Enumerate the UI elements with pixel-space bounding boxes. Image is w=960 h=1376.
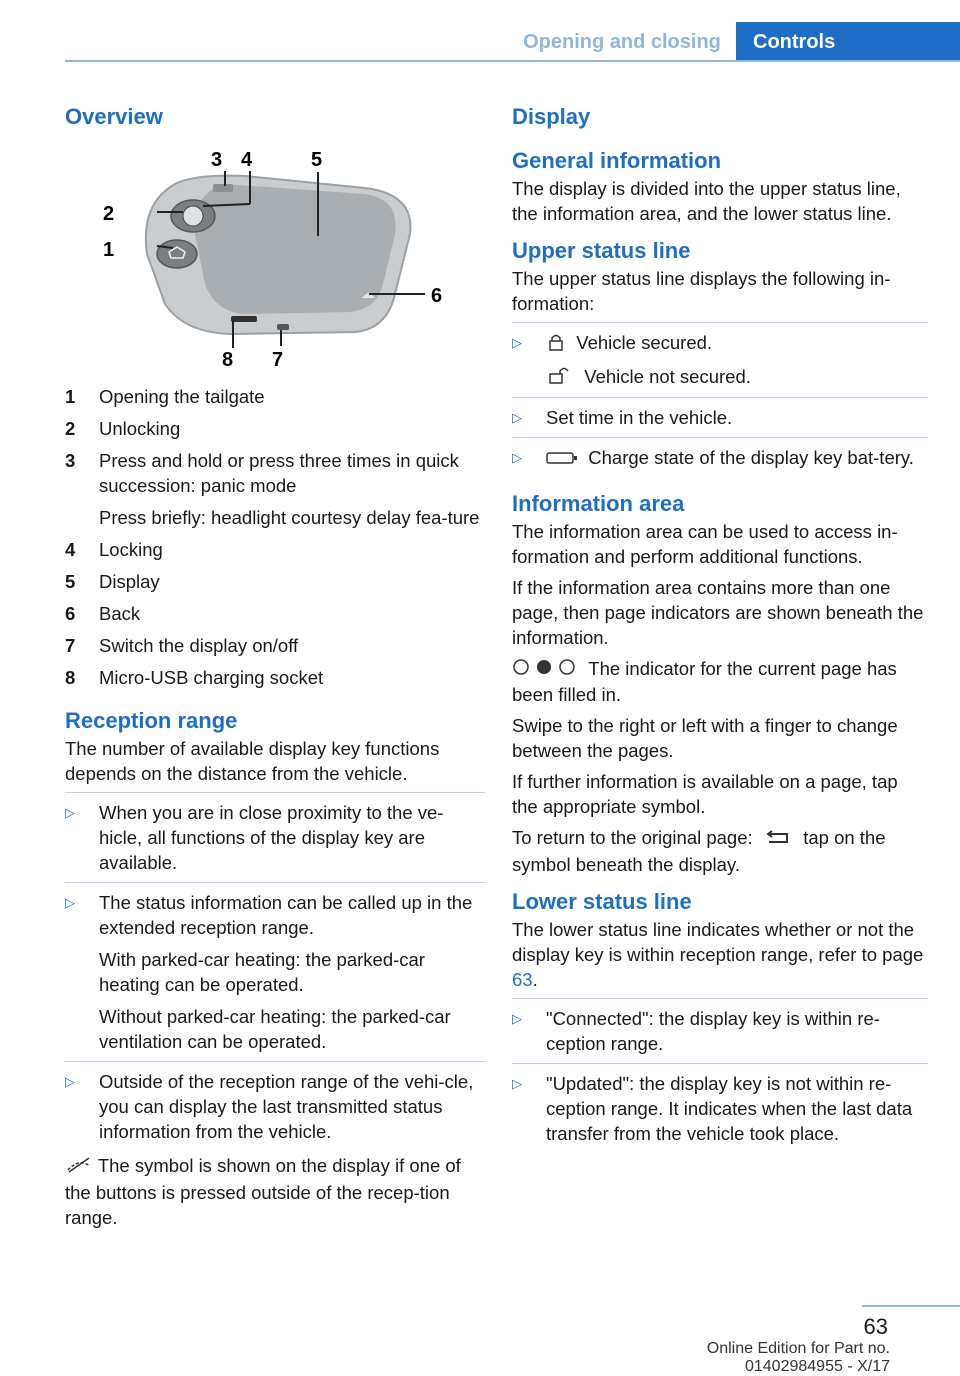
figure-label-3: 3 [211, 149, 223, 171]
list-item [65, 1061, 485, 1151]
lock-open-icon [546, 365, 574, 390]
list-item [512, 437, 928, 479]
item-number: 5 [65, 571, 76, 592]
info-text-6b: tap on the symbol beneath the display. [512, 827, 886, 876]
list-item [65, 569, 485, 594]
bullet-text: When you are in close proximity to the ve-hicle, all functions of the display key are available. [99, 802, 444, 873]
edition-note: Online Edition for Part no. 01402984955 - X/17 [706, 1340, 890, 1375]
page-number: 63 [863, 1314, 888, 1339]
figure-label-4: 4 [241, 149, 253, 171]
bullet-triangle-icon: ▷ [512, 1011, 522, 1027]
bullet-triangle-icon: ▷ [65, 805, 75, 820]
bullet-text: Outside of the reception range of the vehi-cle, you can display the last transmitted status information from the vehicle. [99, 1071, 474, 1142]
display-heading: Display [512, 104, 591, 129]
footer-rule [862, 1305, 960, 1307]
list-item [512, 998, 928, 1063]
figure-label-5: 5 [311, 149, 323, 171]
right-column [512, 100, 928, 1153]
figure-label-8: 8 [222, 349, 234, 371]
item-number: 7 [65, 635, 76, 656]
general-information-text: The display is divided into the upper status line, the information area, and the lower status line. [512, 178, 901, 224]
item-number: 2 [65, 418, 76, 439]
info-text-2: If the information area contains more than one page, then page indicators are shown beneath the information. [512, 576, 924, 648]
bullet-triangle-icon: ▷ [512, 410, 522, 426]
info-text-3: The indicator for the current page has been filled in. [512, 657, 897, 706]
item-text: Locking [99, 539, 163, 560]
list-item [512, 322, 928, 397]
lower-status-text: The lower status line indicates whether or not the display key is within reception range, refer to page [512, 919, 924, 966]
no-reception-text: The symbol is shown on the display if one of the buttons is pressed outside of the recep-tion range. [65, 1155, 461, 1228]
figure-label-2: 2 [103, 203, 115, 225]
bullet-text: "Connected": the display key is within re-ception range. [546, 1008, 880, 1055]
info-text-1: The information area can be used to access in-formation and perform additional functions. [512, 520, 898, 567]
bullet-triangle-icon: ▷ [512, 335, 522, 350]
list-item [65, 633, 485, 658]
back-arrow-icon [763, 827, 793, 852]
header-chapter-tab: Controls [736, 22, 960, 62]
figure-label-6: 6 [431, 285, 443, 307]
item-text: Micro-USB charging socket [99, 667, 324, 688]
list-item [65, 882, 485, 1061]
bullet-triangle-icon: ▷ [65, 895, 75, 910]
list-item [65, 792, 485, 882]
lower-status-bullet-list [512, 998, 928, 1153]
overview-legend-list [65, 384, 485, 690]
list-item [65, 601, 485, 626]
item-text: Switch the display on/off [99, 635, 299, 656]
information-area-heading: Information area [512, 490, 685, 516]
lower-status-text-end: . [532, 969, 538, 991]
list-item [65, 665, 485, 690]
list-item [65, 537, 485, 562]
vehicle-secured-text: Vehicle secured. [576, 332, 713, 353]
bullet-text: Set time in the vehicle. [546, 407, 733, 429]
general-information-heading: General information [512, 148, 722, 173]
bullet-triangle-icon: ▷ [65, 1074, 75, 1089]
bullet-text: With parked-car heating: the parked-car heating can be operated. [99, 949, 425, 995]
vehicle-not-secured-text: Vehicle not secured. [584, 365, 751, 387]
upper-status-line-text: The upper status line displays the following in-formation: [512, 268, 891, 314]
header-rule [65, 60, 960, 62]
item-text: Back [99, 603, 141, 624]
reception-bullet-list [65, 792, 485, 1151]
list-item [512, 1063, 928, 1153]
figure-label-1: 1 [103, 239, 115, 261]
upper-status-line-heading: Upper status line [512, 238, 691, 263]
no-signal-icon [65, 1155, 93, 1180]
list-item [65, 384, 485, 409]
item-text: Press and hold or press three times in quick succession: panic mode [99, 450, 459, 496]
display-key-figure [65, 144, 485, 374]
item-text-secondary: Press briefly: headlight courtesy delay fea-ture [99, 507, 480, 528]
page-indicator-icon [512, 657, 578, 682]
item-text: Opening the tailgate [99, 386, 265, 407]
item-number: 6 [65, 603, 76, 624]
bullet-text: The status information can be called up in the extended reception range. [99, 892, 473, 938]
item-number: 8 [65, 667, 76, 688]
bullet-triangle-icon: ▷ [512, 450, 522, 466]
info-text-5: If further information is available on a page, tap the appropriate symbol. [512, 771, 898, 818]
reception-range-heading: Reception range [65, 708, 238, 733]
lock-closed-icon [546, 332, 566, 357]
list-item [65, 416, 485, 441]
item-text: Display [99, 571, 160, 592]
list-item [65, 448, 485, 530]
bullet-text: Without parked-car heating: the parked-car ventilation can be operated. [99, 1006, 451, 1052]
left-column [65, 100, 485, 1230]
battery-icon [546, 447, 578, 472]
lower-status-line-heading: Lower status line [512, 889, 692, 915]
bullet-text: "Updated": the display key is not within re-ception range. It indicates when the last data transfer from the vehicle took place. [546, 1073, 913, 1145]
list-item [512, 397, 928, 437]
item-number: 1 [65, 386, 76, 407]
battery-text: Charge state of the display key bat-tery. [588, 447, 914, 469]
item-text: Unlocking [99, 418, 181, 439]
upper-status-bullet-list [512, 322, 928, 479]
reception-intro: The number of available display key functions depends on the distance from the vehicle. [65, 738, 440, 784]
info-text-4: Swipe to the right or left with a finger to change between the pages. [512, 715, 898, 762]
no-reception-note [65, 1153, 485, 1230]
item-number: 4 [65, 539, 76, 560]
figure-label-7: 7 [272, 349, 284, 371]
item-number: 3 [65, 450, 76, 471]
overview-heading: Overview [65, 104, 163, 129]
page-reference-link[interactable]: 63 [512, 969, 533, 991]
page-header [0, 0, 960, 64]
header-section-label: Opening and closing [523, 31, 721, 53]
info-text-6a: To return to the original page: [512, 827, 753, 849]
bullet-triangle-icon: ▷ [512, 1076, 522, 1092]
